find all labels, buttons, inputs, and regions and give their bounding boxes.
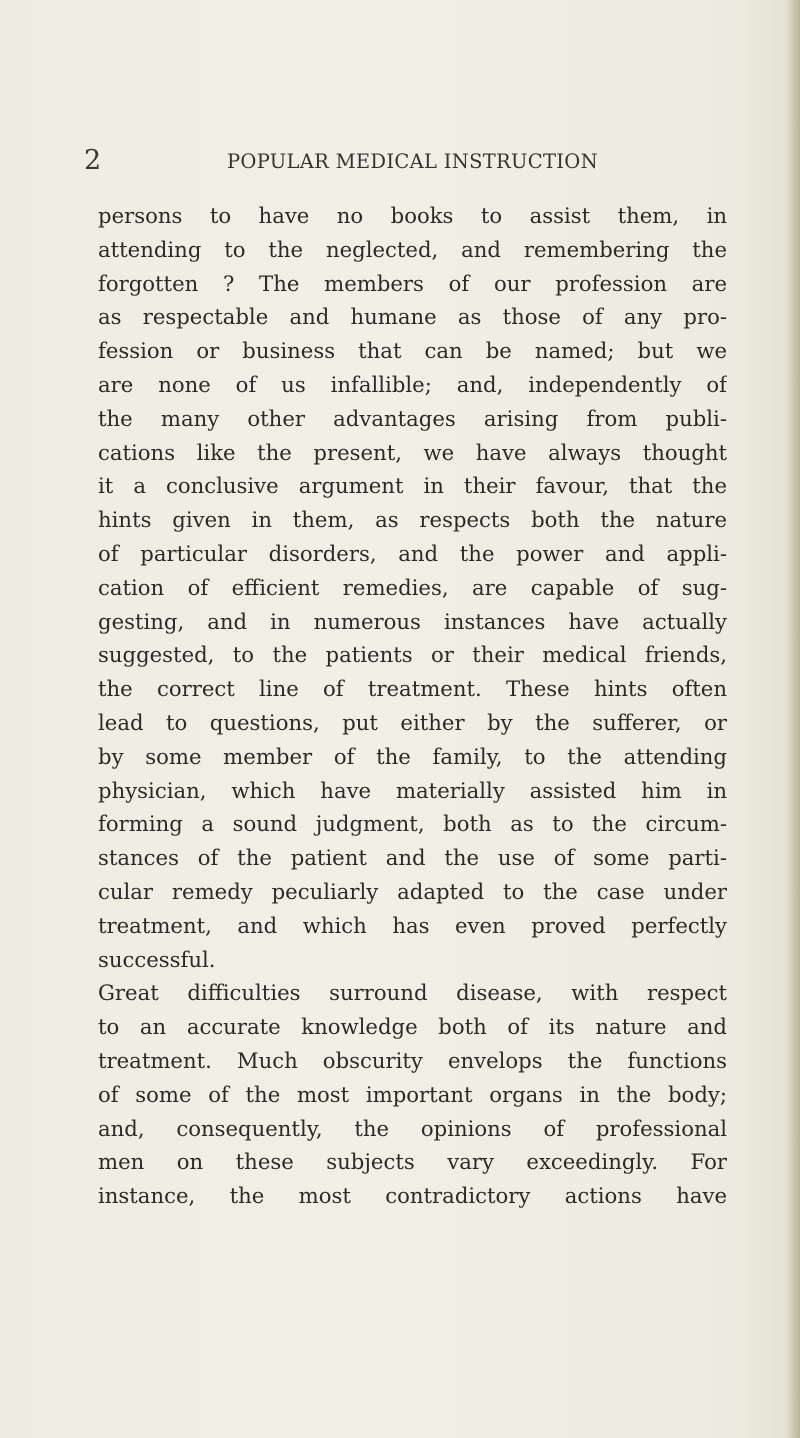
text-line: gesting, and in numerous instances have actually [98, 608, 727, 634]
page-number: 2 [84, 145, 102, 176]
text-line: successful. [98, 946, 216, 972]
text-line: suggested, to the patients or their medical friends, [98, 642, 727, 668]
text-line: by some member of the family, to the attending [98, 743, 727, 769]
text-line: cation of efficient remedies, are capable of sug- [98, 574, 727, 600]
text-line: cular remedy peculiarly adapted to the case under [98, 878, 727, 904]
text-line: fession or business that can be named; but we [98, 338, 727, 364]
text-line: treatment. Much obscurity envelops the functions [98, 1047, 727, 1073]
text-line: of some of the most important organs in the body; [98, 1081, 727, 1107]
text-line: are none of us infallible; and, independently of [98, 371, 727, 397]
page-header [84, 146, 724, 186]
text-line: of particular disorders, and the power and appli- [98, 540, 727, 566]
text-line: men on these subjects vary exceedingly. For [98, 1149, 727, 1175]
text-line: cations like the present, we have always thought [98, 439, 727, 465]
text-line: Great difficulties surround disease, with respect [98, 980, 727, 1006]
text-line: stances of the patient and the use of some parti- [98, 845, 727, 871]
text-line: the many other advantages arising from publi- [98, 405, 727, 431]
text-line: to an accurate knowledge both of its nature and [98, 1014, 727, 1040]
text-line: it a conclusive argument in their favour, that the [98, 473, 727, 499]
page-edge-shadow [786, 0, 800, 1438]
text-line: the correct line of treatment. These hints often [98, 676, 727, 702]
text-line: instance, the most contradictory actions have [98, 1183, 727, 1209]
text-line: hints given in them, as respects both the nature [98, 507, 727, 533]
text-line: lead to questions, put either by the sufferer, or [98, 709, 727, 735]
text-line: attending to the neglected, and remembering the [98, 236, 727, 262]
body-text [98, 199, 727, 1213]
text-line: as respectable and humane as those of any pro- [98, 304, 727, 330]
text-line: forgotten ? The members of our profession are [98, 270, 727, 296]
text-line: physician, which have materially assisted him in [98, 777, 727, 803]
text-line: treatment, and which has even proved perfectly [98, 912, 727, 938]
text-line: and, consequently, the opinions of professional [98, 1115, 727, 1141]
text-line: forming a sound judgment, both as to the circum- [98, 811, 727, 837]
text-line: persons to have no books to assist them, in [98, 203, 727, 228]
running-head: POPULAR MEDICAL INSTRUCTION [227, 150, 598, 173]
